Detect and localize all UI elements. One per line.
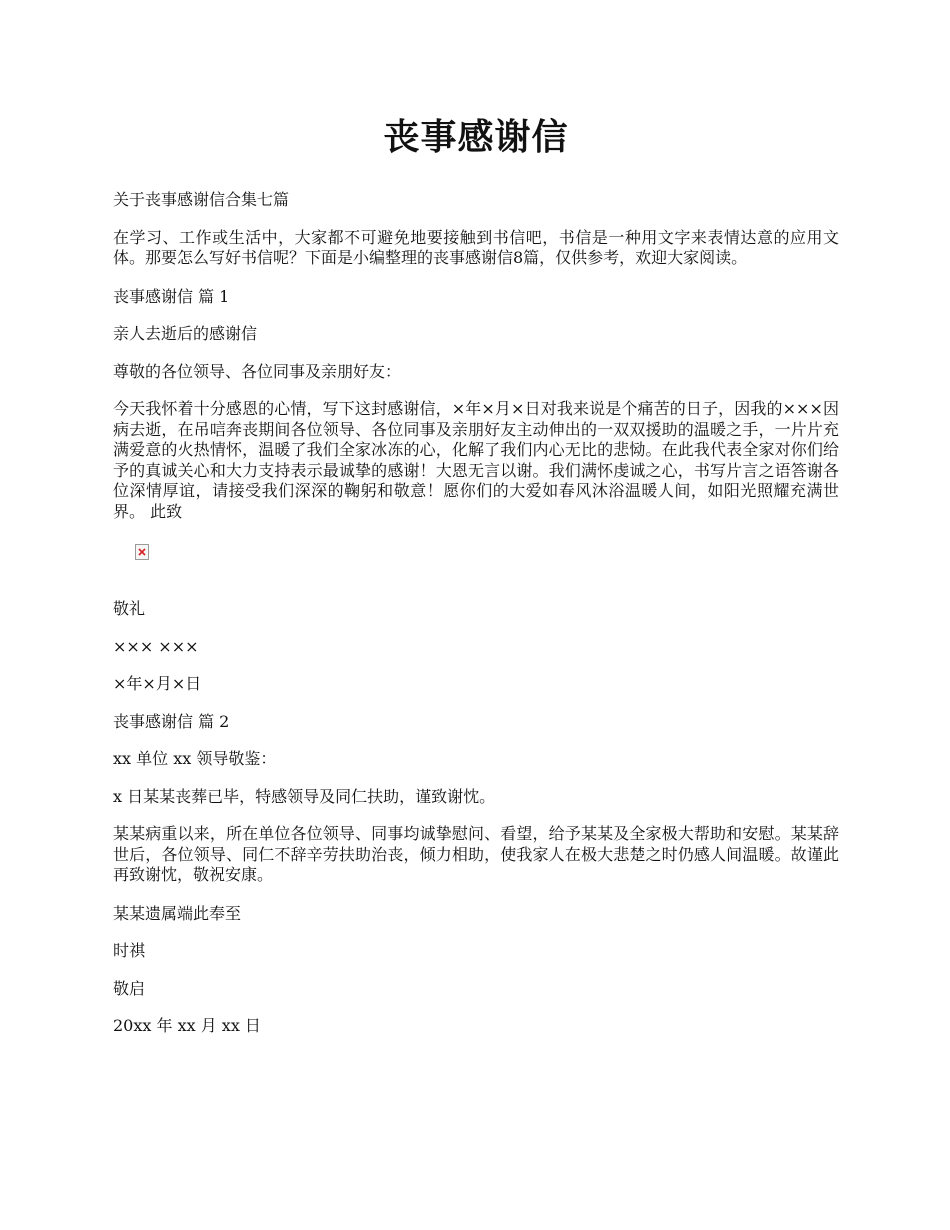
document-page bbox=[113, 110, 839, 1054]
section2-date: 20xx 年 xx 月 xx 日 bbox=[113, 1016, 261, 1035]
section1-closing: 敬礼 bbox=[113, 599, 146, 618]
section2-closing-line: 某某遗属端此奉至 bbox=[113, 903, 242, 923]
section1-signature: ××× ××× bbox=[113, 636, 199, 656]
image-placeholder bbox=[113, 540, 839, 580]
intro-paragraph: 在学习、工作或生活中，大家都不可避免地要接触到书信吧，书信是一种用文字来表情达意的应用文体。那要怎么写好书信呢？下面是小编整理的丧事感谢信8篇，仅供参考，欢迎大家阅读。 bbox=[113, 227, 839, 267]
section1-heading: 丧事感谢信 篇 1 bbox=[113, 286, 230, 306]
broken-image-icon bbox=[135, 544, 149, 560]
section1-salutation: 尊敬的各位领导、各位同事及亲朋好友： bbox=[113, 361, 402, 381]
section1-body: 今天我怀着十分感恩的心情，写下这封感谢信，×年×月×日对我来说是个痛苦的日子，因我的×××因病去逝，在吊唁奔丧期间各位领导、各位同事及亲朋好友主动伸出的一双双援助的温暖之手，一片片充满爱意的火热情怀，温暖了我们全家冰冻的心，化解了我们内心无比的悲恸。在此我代表全家对你们给予的真诚关心和大力支持表示最诚挚的感谢！大恩无言以谢。我们满怀虔诚之心，书写片言之语答谢各位深情厚谊，请接受我们深深的鞠躬和敬意！愿你们的大爱如春风沐浴温暖人间，如阳光照耀充满世界。 此致 bbox=[113, 399, 839, 521]
section2-body: 某某病重以来，所在单位各位领导、同事均诚挚慰问、看望，给予某某及全家极大帮助和安慰。某某辞世后，各位领导、同仁不辞辛劳扶助治丧，倾力相助，使我家人在极大悲楚之时仍感人间温暖。故谨此再致谢忱，敬祝安康。 bbox=[113, 824, 839, 884]
section2-line1: x 日某某丧葬已毕，特感领导及同仁扶助，谨致谢忱。 bbox=[113, 786, 496, 806]
section2-closing3: 敬启 bbox=[113, 978, 146, 998]
section2-salutation: xx 单位 xx 领导敬鉴： bbox=[113, 749, 277, 768]
section1-date: ×年×月×日 bbox=[113, 674, 202, 693]
section2-closing2: 时祺 bbox=[113, 941, 146, 960]
section2-heading: 丧事感谢信 篇 2 bbox=[113, 711, 230, 731]
section1-subtitle: 亲人去逝后的感谢信 bbox=[113, 324, 258, 343]
document-title: 丧事感谢信 bbox=[383, 116, 569, 158]
intro-heading: 关于丧事感谢信合集七篇 bbox=[113, 190, 290, 209]
